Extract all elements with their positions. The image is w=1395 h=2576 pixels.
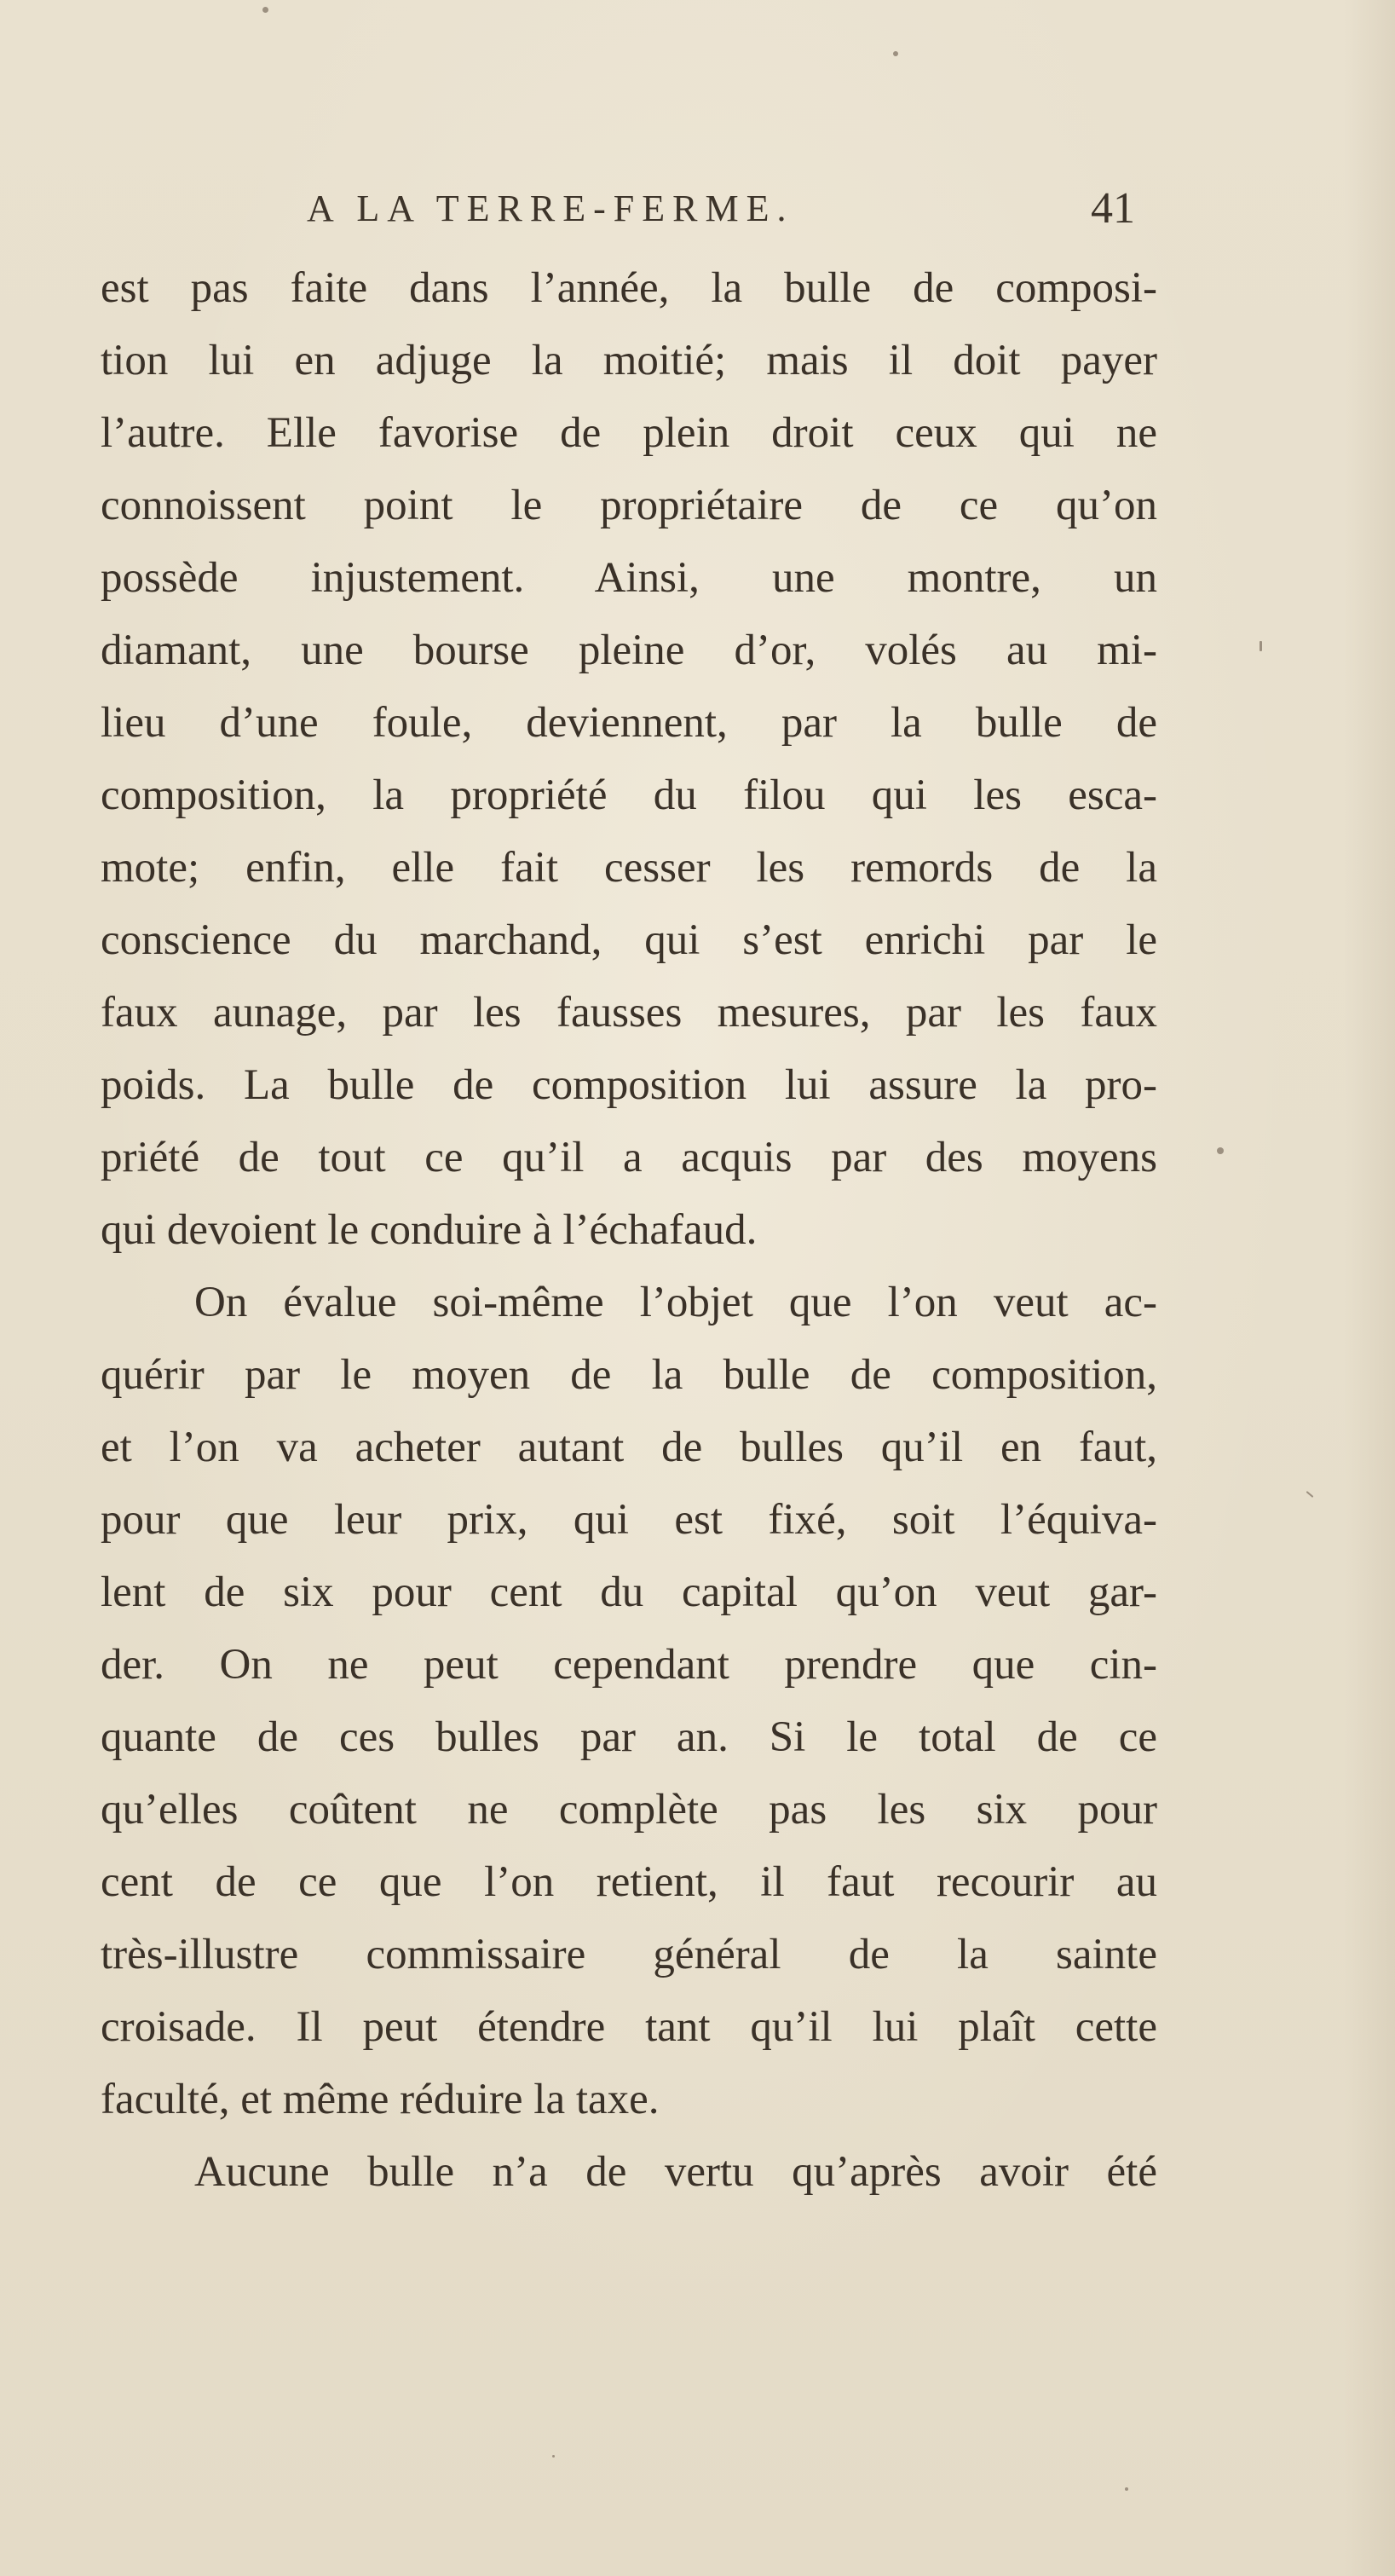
page-header [307, 179, 1159, 239]
text-line-content: quérir par le moyen de la bulle de composition, [101, 1351, 1157, 1399]
text-line-content: très-illustre commissaire général de la sainte [101, 1931, 1157, 1978]
text-line-content: der. On ne peut cependant prendre que cin- [101, 1641, 1157, 1689]
text-line-content: pour que leur prix, qui est fixé, soit l’équiva- [101, 1496, 1157, 1544]
text-line-content: et l’on va acheter autant de bulles qu’il en faut, [101, 1424, 1157, 1471]
text-line-content: lieu d’une foule, deviennent, par la bulle de [101, 699, 1157, 747]
paper-speck [1125, 2487, 1128, 2491]
text-line-content: diamant, une bourse pleine d’or, volés au mi- [101, 627, 1157, 674]
paper-speck [893, 51, 898, 56]
text-line-content: est pas faite dans l’année, la bulle de composi- [101, 264, 1157, 312]
text-line [101, 252, 1157, 325]
text-line [101, 1122, 1157, 1194]
text-line [101, 1919, 1157, 1991]
paper-speck [1260, 641, 1262, 651]
text-line [101, 325, 1157, 397]
page-edge-shadow [1344, 0, 1395, 2576]
text-line [101, 760, 1157, 832]
text-line-content: quante de ces bulles par an. Si le total de ce [101, 1713, 1157, 1761]
page-number: 41 [1091, 184, 1135, 233]
text-line [101, 1991, 1157, 2064]
text-line [101, 1049, 1157, 1122]
text-line [101, 2064, 1157, 2136]
running-head: A LA TERRE-FERME. [307, 188, 794, 229]
text-line-content: composition, la propriété du filou qui les esca- [101, 771, 1157, 819]
text-line-content: faux aunage, par les fausses mesures, par les faux [101, 989, 1157, 1037]
text-line [101, 904, 1157, 977]
text-line [101, 1267, 1157, 1339]
text-line-content: Aucune bulle n’a de vertu qu’après avoir été [194, 2148, 1157, 2196]
text-line-content: tion lui en adjuge la moitié; mais il doit payer [101, 337, 1157, 384]
text-line-content: connoissent point le propriétaire de ce qu’on [101, 482, 1157, 529]
text-line [101, 470, 1157, 542]
text-line [101, 832, 1157, 904]
text-line-content: cent de ce que l’on retient, il faut recourir au [101, 1858, 1157, 1906]
text-line [101, 1194, 1157, 1267]
text-line [101, 1701, 1157, 1774]
text-line [101, 397, 1157, 470]
text-line [101, 542, 1157, 615]
paper-speck [1306, 1491, 1314, 1498]
text-line-content: priété de tout ce qu’il a acquis par des moyens [101, 1134, 1157, 1181]
text-line [101, 687, 1157, 760]
text-line-content: On évalue soi-même l’objet que l’on veut ac- [194, 1279, 1157, 1326]
paper-speck [1217, 1147, 1224, 1154]
text-line-content: poids. La bulle de composition lui assure la pro- [101, 1061, 1157, 1109]
text-line [101, 1557, 1157, 1629]
text-line-content: l’autre. Elle favorise de plein droit ceux qui ne [101, 409, 1157, 457]
text-line-content: possède injustement. Ainsi, une montre, un [101, 554, 1157, 602]
paper-speck [262, 7, 268, 13]
text-line [101, 1629, 1157, 1701]
text-line-content: faculté, et même réduire la taxe. [101, 2076, 660, 2123]
body-text [101, 252, 1157, 2209]
text-line-content: conscience du marchand, qui s’est enrichi par le [101, 916, 1157, 964]
text-line [101, 2136, 1157, 2209]
text-line [101, 1339, 1157, 1412]
text-line [101, 977, 1157, 1049]
text-line-content: qu’elles coûtent ne complète pas les six pour [101, 1786, 1157, 1834]
text-line [101, 1774, 1157, 1846]
text-line [101, 1846, 1157, 1919]
text-line [101, 1484, 1157, 1557]
paper-speck [552, 2455, 555, 2458]
text-line [101, 1412, 1157, 1484]
text-line [101, 615, 1157, 687]
text-line-content: lent de six pour cent du capital qu’on veut gar- [101, 1568, 1157, 1616]
text-line-content: mote; enfin, elle fait cesser les remords de la [101, 844, 1157, 892]
text-line-content: croisade. Il peut étendre tant qu’il lui plaît cette [101, 2003, 1157, 2051]
text-line-content: qui devoient le conduire à l’échafaud. [101, 1206, 758, 1254]
